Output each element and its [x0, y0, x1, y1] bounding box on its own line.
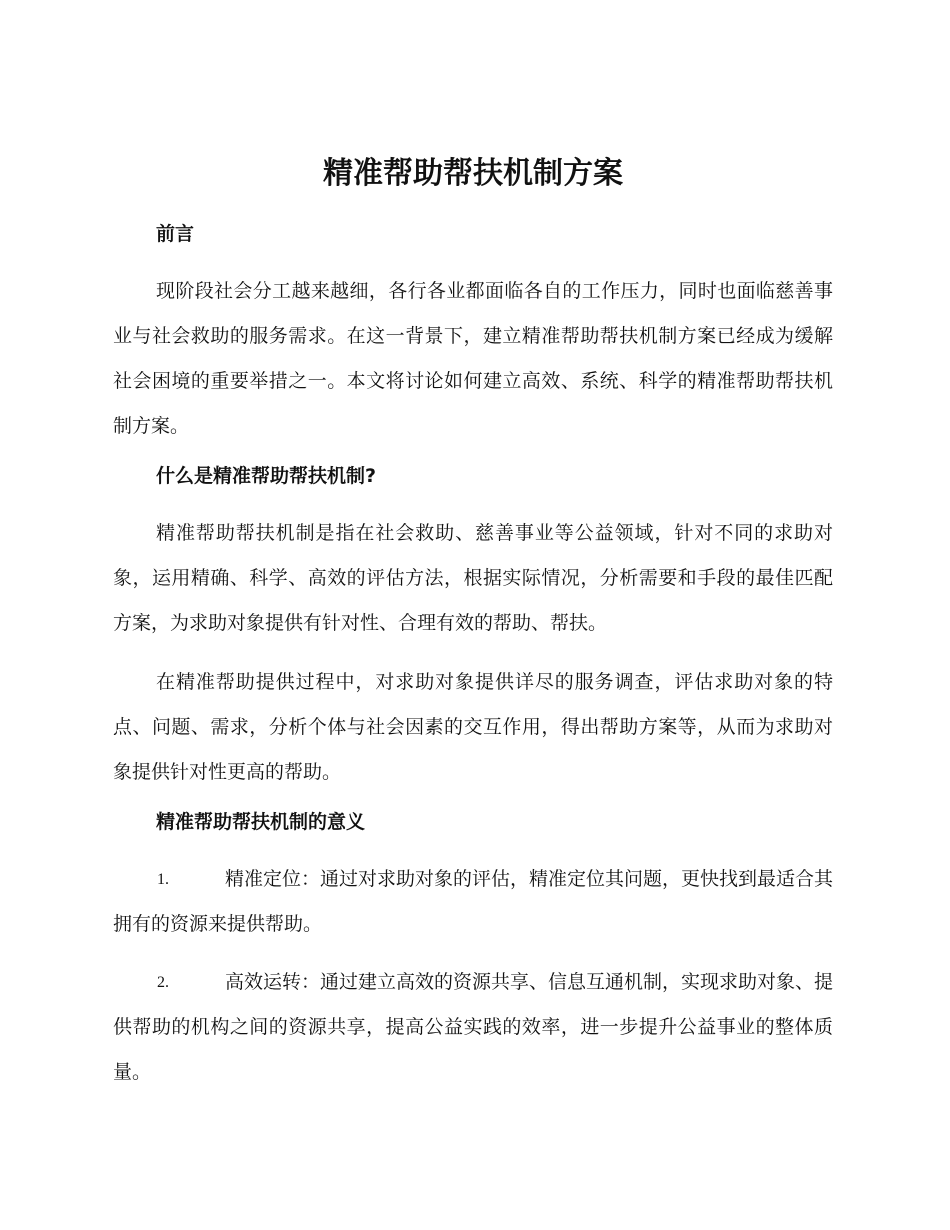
- intro-heading: 前言: [156, 223, 195, 245]
- document-title: 精准帮助帮扶机制方案: [323, 156, 623, 191]
- definition-paragraph-1: 精准帮助帮扶机制是指在社会救助、慈善事业等公益领域，针对不同的求助对象，运用精确、科学、高效的评估方法，根据实际情况，分析需要和手段的最佳匹配方案，为求助对象提供有针对性、合理有效的帮助、帮扶。: [113, 522, 833, 634]
- meaning-list-item-1: [113, 857, 833, 947]
- list-number-2: 2.: [157, 974, 169, 991]
- meaning-heading: 精准帮助帮扶机制的意义: [156, 811, 366, 833]
- document-content: [113, 145, 833, 1108]
- intro-paragraph: 现阶段社会分工越来越细，各行各业都面临各自的工作压力，同时也面临慈善事业与社会救助的服务需求。在这一背景下，建立精准帮助帮扶机制方案已经成为缓解社会困境的重要举措之一。本文将讨论如何建立高效、系统、科学的精准帮助帮扶机制方案。: [113, 280, 833, 437]
- list-number-1: 1.: [157, 871, 169, 888]
- list-item-text-1: 精准定位：通过对求助对象的评估，精准定位其问题，更快找到最适合其拥有的资源来提供帮助。: [113, 868, 834, 935]
- definition-paragraph-2: 在精准帮助提供过程中，对求助对象提供详尽的服务调查，评估求助对象的特点、问题、需求，分析个体与社会因素的交互作用，得出帮助方案等，从而为求助对象提供针对性更高的帮助。: [113, 671, 833, 783]
- list-item-text-2: 高效运转：通过建立高效的资源共享、信息互通机制，实现求助对象、提供帮助的机构之间的资源共享，提高公益实践的效率，进一步提升公益事业的整体质量。: [113, 971, 834, 1083]
- definition-heading: 什么是精准帮助帮扶机制?: [156, 465, 377, 487]
- meaning-list-item-2: [113, 960, 833, 1095]
